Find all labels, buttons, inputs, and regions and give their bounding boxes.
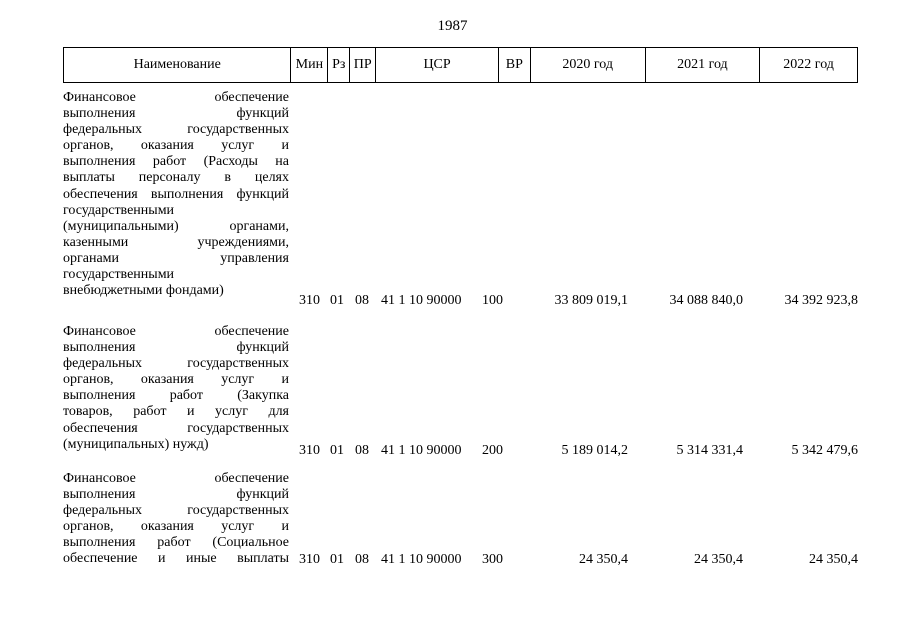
name-line: федеральных государственных <box>63 122 289 138</box>
name-line: обеспечение и иные выплаты <box>63 551 289 567</box>
cell-csr: 41 1 10 90000 <box>381 293 462 308</box>
cell-rz: 01 <box>330 443 344 458</box>
table-row <box>63 90 858 315</box>
row-name <box>63 324 289 453</box>
name-line: (муниципальными) органами, <box>63 218 289 234</box>
name-line: Финансовое обеспечение <box>63 90 289 105</box>
name-line: выплаты персоналу в целях <box>63 170 289 186</box>
name-line: выполнения работ (Социальное <box>63 535 289 551</box>
header-csr: ЦСР <box>376 48 499 82</box>
name-line: государственными <box>63 202 175 218</box>
header-vr: ВР <box>499 48 531 82</box>
name-line: органов, оказания услуг и <box>63 519 289 535</box>
name-line: федеральных государственных <box>63 503 289 519</box>
header-2020: 2020 год <box>531 48 646 82</box>
row-name <box>63 471 289 568</box>
name-line: казенными учреждениями, <box>63 234 289 250</box>
header-2021: 2021 год <box>646 48 761 82</box>
cell-pr: 08 <box>355 443 369 458</box>
cell-min: 310 <box>299 552 320 567</box>
name-line: выполнения функций <box>63 340 289 356</box>
page-number: 1987 <box>437 18 468 34</box>
cell-2021: 5 314 331,4 <box>676 443 743 458</box>
name-line: внебюджетными фондами) <box>63 283 224 299</box>
header-min: Мин <box>291 48 328 82</box>
name-line: органов, оказания услуг и <box>63 138 289 154</box>
name-line: Финансовое обеспечение <box>63 471 289 486</box>
cell-csr: 41 1 10 90000 <box>381 443 462 458</box>
cell-vr: 100 <box>482 293 503 308</box>
header-rz: Рз <box>328 48 350 82</box>
cell-2020: 33 809 019,1 <box>554 293 628 308</box>
name-line: выполнения функций <box>63 487 289 503</box>
name-line: товаров, работ и услуг для <box>63 404 289 420</box>
cell-min: 310 <box>299 293 320 308</box>
cell-2021: 34 088 840,0 <box>669 293 743 308</box>
table-row <box>63 471 858 581</box>
name-line: (муниципальных) нужд) <box>63 436 209 452</box>
cell-2022: 34 392 923,8 <box>784 293 858 308</box>
name-line: федеральных государственных <box>63 356 289 372</box>
table-header <box>63 47 858 83</box>
cell-2022: 5 342 479,6 <box>791 443 858 458</box>
name-line: выполнения работ (Расходы на <box>63 154 289 170</box>
name-line: государственными <box>63 267 175 283</box>
name-line: органами управления <box>63 250 289 266</box>
cell-pr: 08 <box>355 293 369 308</box>
row-name <box>63 90 289 299</box>
name-line: обеспечения государственных <box>63 420 289 436</box>
cell-2021: 24 350,4 <box>694 552 743 567</box>
header-name: Наименование <box>64 48 291 82</box>
table-row <box>63 324 858 462</box>
name-line: выполнения работ (Закупка <box>63 388 289 404</box>
name-line: выполнения функций <box>63 106 289 122</box>
name-line: обеспечения выполнения функций <box>63 186 289 202</box>
name-line: органов, оказания услуг и <box>63 372 289 388</box>
cell-2020: 24 350,4 <box>579 552 628 567</box>
cell-min: 310 <box>299 443 320 458</box>
name-line: Финансовое обеспечение <box>63 324 289 339</box>
cell-2022: 24 350,4 <box>809 552 858 567</box>
cell-csr: 41 1 10 90000 <box>381 552 462 567</box>
header-2022: 2022 год <box>783 57 834 72</box>
cell-rz: 01 <box>330 552 344 567</box>
cell-vr: 300 <box>482 552 503 567</box>
cell-vr: 200 <box>482 443 503 458</box>
header-pr: ПР <box>350 48 376 82</box>
cell-2020: 5 189 014,2 <box>561 443 628 458</box>
cell-rz: 01 <box>330 293 344 308</box>
cell-pr: 08 <box>355 552 369 567</box>
